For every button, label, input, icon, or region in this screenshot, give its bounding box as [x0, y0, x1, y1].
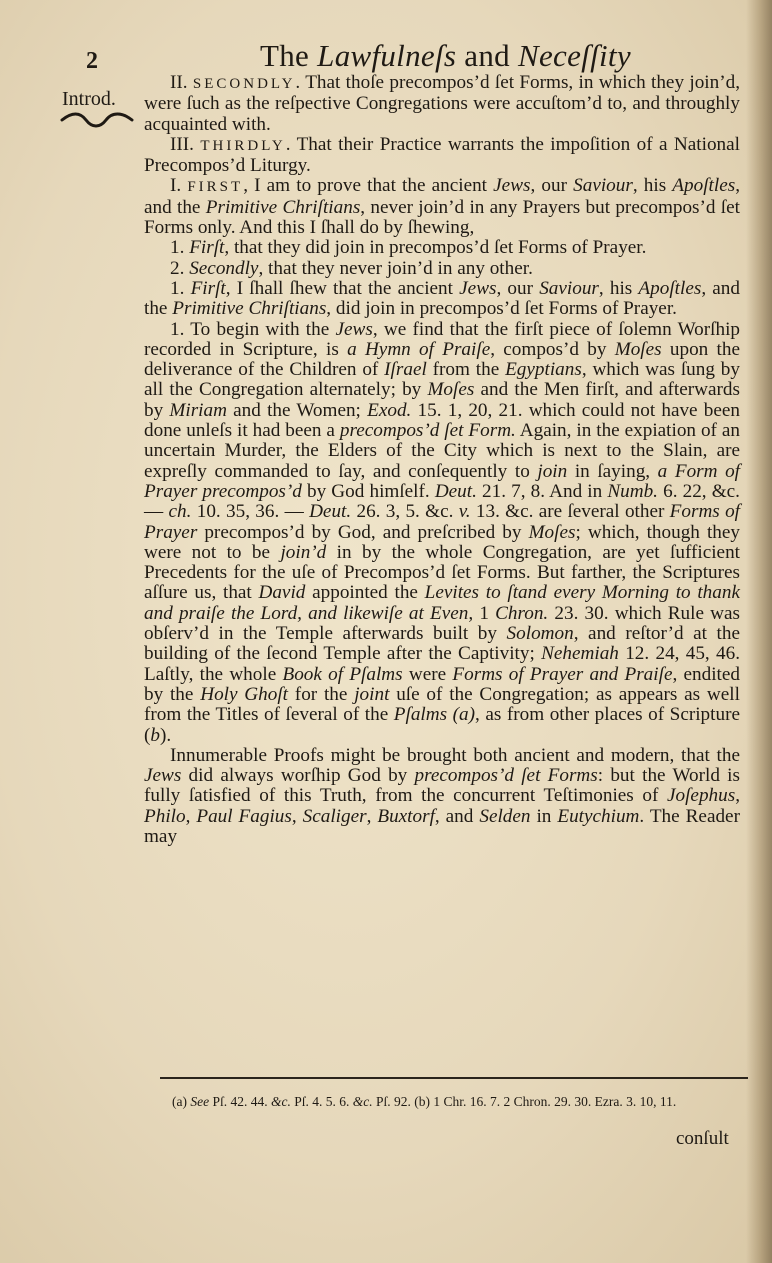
text-run: , and: [434, 805, 480, 827]
italic-run: &c.: [270, 1094, 291, 1109]
italic-run: join’d: [280, 541, 327, 563]
italic-run: Egyptians: [505, 359, 582, 381]
italic-run: See: [190, 1094, 210, 1109]
text-run: in: [530, 805, 558, 827]
text-run: 21. 7, 8. And in: [476, 480, 608, 502]
italic-run: precompos’d ſet Form.: [339, 420, 516, 442]
text-run: ,: [735, 785, 740, 807]
paragraph: [144, 135, 740, 177]
italic-run: Levites to ſtand every Morning to thank and praiſe the Lord, and likewiſe at Even,: [144, 582, 740, 624]
footnote-rule: [160, 1077, 748, 1079]
text-run: 13. &c. are ſeveral other: [470, 501, 670, 523]
italic-run: Firſt: [189, 237, 225, 259]
text-run: appointed the: [305, 582, 425, 604]
paragraph: [144, 746, 740, 847]
running-head-italic: Lawfulneſs: [317, 38, 457, 73]
small-caps-run: SECONDLY: [192, 76, 296, 92]
margin-note: Introd.: [62, 88, 116, 110]
text-run: , compos’d by: [490, 338, 615, 360]
italic-run: Joſephus: [666, 785, 736, 807]
text-run: I.: [170, 175, 188, 197]
ornament-swash-icon: [60, 110, 134, 130]
italic-run: Moſes: [528, 521, 576, 543]
italic-run: precompos’d ſet Forms: [414, 765, 598, 787]
italic-run: Moſes: [427, 379, 475, 401]
italic-run: Jews: [144, 765, 182, 787]
text-run: ,: [185, 805, 197, 827]
italic-run: Philo: [144, 805, 186, 827]
paragraph: [144, 320, 740, 746]
text-run: (a): [172, 1094, 191, 1109]
text-run: II.: [170, 72, 193, 93]
italic-run: Deut.: [434, 480, 477, 502]
text-run: , that they never join’d in any other.: [258, 257, 533, 279]
paragraph: [144, 259, 740, 279]
italic-run: Jews: [493, 175, 531, 197]
page-number: 2: [86, 48, 98, 74]
paragraph: [144, 176, 740, 238]
italic-run: Chron.: [495, 602, 549, 624]
italic-run: Primitive Chriſtians: [205, 196, 361, 218]
text-run: 10. 35, 36. —: [191, 501, 310, 523]
italic-run: Deut.: [309, 501, 352, 523]
text-run: 6. 22, &c. —: [144, 480, 740, 523]
paragraph: [144, 73, 740, 135]
text-run: , which was ſung by all the Congregation alternately; by: [144, 359, 740, 401]
italic-run: Holy Ghoſt: [200, 683, 289, 705]
text-run: ).: [159, 724, 172, 746]
italic-run: a Form of Prayer precompos’d: [144, 460, 740, 502]
italic-run: Jews: [335, 318, 373, 340]
text-run: , I am to prove that the ancient: [243, 175, 494, 197]
italic-run: Saviour: [573, 175, 633, 197]
text-run: ,: [366, 805, 378, 827]
text-run: , and reſtor’d at the building of the ſecond Temple after the Captivity;: [144, 623, 740, 665]
text-run: in by the whole Congregation, are yet ſufficient Precedents for the uſe of Precompos’d ſet Forms. But farther, the Scriptures aſſure us, that: [144, 541, 740, 604]
text-run: ,: [291, 805, 303, 827]
italic-run: Apoſtles: [672, 175, 736, 197]
italic-run: Forms of Prayer: [144, 501, 741, 543]
text-run: , his: [632, 175, 673, 197]
text-run: . The Reader may: [144, 805, 740, 847]
text-run: . That thoſe precompos’d ſet Forms, in which they join’d, were ſuch as the reſpective Congregations were accuſtom’d to, and throughly acquainted with.: [144, 72, 740, 135]
text-run: III.: [170, 133, 201, 155]
running-head: [260, 38, 631, 74]
text-run: did always worſhip God by: [181, 765, 415, 787]
italic-run: Solomon: [506, 623, 574, 645]
text-run: , I ſhall ſhew that the ancient: [225, 277, 460, 299]
small-caps-run: FIRST: [187, 179, 244, 196]
italic-run: Buxtorf: [377, 805, 435, 827]
text-run: Innumerable Proofs might be brought both ancient and modern, that the: [170, 744, 740, 766]
italic-run: join: [537, 460, 568, 482]
text-run: for the: [288, 683, 355, 705]
text-run: uſe of the Congregation; as appears as well from the Titles of ſeveral of the: [144, 683, 740, 726]
italic-run: Book of Pſalms: [282, 663, 403, 685]
italic-run: Moſes: [614, 338, 662, 360]
italic-run: ch.: [168, 501, 192, 523]
italic-run: Numb.: [607, 480, 658, 502]
text-run: , endited by the: [144, 663, 740, 705]
text-run: 2.: [170, 257, 190, 279]
text-run: , did join in precompos’d ſet Forms of Prayer.: [326, 298, 677, 320]
italic-run: Forms of Prayer and Praiſe: [452, 663, 673, 685]
text-run: Pſ. 4. 5. 6.: [290, 1094, 353, 1109]
text-run: , our: [496, 277, 540, 299]
running-head-part: and: [456, 38, 519, 73]
text-run: 1.: [170, 277, 191, 299]
italic-run: Jews: [459, 277, 497, 299]
page-edge-shadow: [746, 0, 772, 1263]
text-run: in ſaying,: [567, 460, 658, 482]
text-run: Pſ. 92. (b) 1 Chr. 16. 7. 2 Chron. 29. 30. Ezra. 3. 10, 11.: [372, 1094, 677, 1109]
italic-run: Eutychium: [557, 805, 640, 827]
text-run: upon the deliverance of the Children of: [144, 338, 740, 381]
small-caps-run: THIRDLY: [200, 137, 286, 154]
text-run: and the Women;: [226, 399, 368, 421]
italic-run: Primitive Chriſtians: [172, 298, 327, 320]
text-run: , our: [530, 175, 574, 197]
italic-run: Selden: [479, 805, 531, 827]
text-run: , and the: [144, 277, 740, 320]
text-run: Pſ. 42. 44.: [209, 1094, 271, 1109]
text-run: , his: [598, 277, 639, 299]
italic-run: Secondly: [189, 257, 259, 279]
italic-run: v.: [458, 501, 471, 523]
text-run: , as from other places of Scripture (: [144, 704, 740, 746]
text-run: 1: [473, 602, 496, 624]
italic-run: Scaliger: [302, 805, 367, 827]
italic-run: b: [150, 724, 160, 746]
italic-run: Exod.: [367, 399, 412, 421]
text-run: 23. 30. which Rule was obſerv’d in the Temple afterwards built by: [144, 602, 740, 645]
text-run: 26. 3, 5. &c.: [351, 501, 459, 523]
italic-run: Iſrael: [384, 359, 427, 381]
body-text: [144, 73, 740, 847]
paragraph: [144, 238, 740, 258]
text-run: , that they did join in precompos’d ſet Forms of Prayer.: [224, 237, 647, 259]
italic-run: Apoſtles: [638, 277, 702, 299]
text-run: 1.: [170, 237, 190, 259]
text-run: and the Men firſt, and afterwards by: [144, 379, 740, 421]
text-run: 15. 1, 20, 21. which could not have been done unleſs it had been a: [144, 399, 740, 442]
text-run: 12. 24, 45, 46. Laſtly, the whole: [144, 643, 740, 685]
text-run: 1. To begin with the: [170, 318, 336, 340]
italic-run: Nehemiah: [541, 643, 619, 665]
text-run: were: [402, 663, 453, 685]
running-head-part: The: [260, 38, 318, 73]
italic-run: Paul Fagius: [196, 805, 292, 827]
text-run: by God himſelf.: [301, 480, 435, 502]
text-run: from the: [426, 359, 506, 381]
footnotes: [172, 1093, 748, 1111]
text-run: , we find that the firſt piece of ſolemn Worſhip recorded in Scripture, is: [144, 318, 741, 360]
text-run: precompos’d by God, and preſcribed by: [197, 521, 529, 543]
text-run: , never join’d in any Prayers but precompos’d ſet Forms only. And this I ſhall do by ſhewing,: [144, 196, 740, 239]
running-head-italic: Neceſſity: [518, 38, 631, 73]
italic-run: &c.: [352, 1094, 373, 1109]
italic-run: David: [258, 582, 306, 604]
text-run: . That their Practice warrants the impoſition of a National Precompos’d Liturgy.: [144, 133, 741, 177]
italic-run: Firſt: [190, 277, 226, 299]
text-run: Again, in the expiation of an uncertain Murder, the Elders of the City which is next to the Slain, are expreſly commanded to ſay, and conſequently to: [144, 420, 740, 482]
catchword: conſult: [676, 1128, 729, 1149]
italic-run: Saviour: [539, 277, 599, 299]
italic-run: joint: [354, 683, 390, 705]
italic-run: Miriam: [169, 399, 227, 421]
text-run: , and the: [144, 175, 740, 218]
text-run: : but the World is fully ſatisfied of this Truth, from the concurrent Teſtimonies of: [144, 765, 740, 807]
text-run: ; which, though they were not to be: [144, 521, 740, 563]
italic-run: a Hymn of Praiſe: [347, 338, 491, 360]
paragraph: [144, 279, 740, 320]
italic-run: Pſalms (a): [393, 704, 475, 726]
